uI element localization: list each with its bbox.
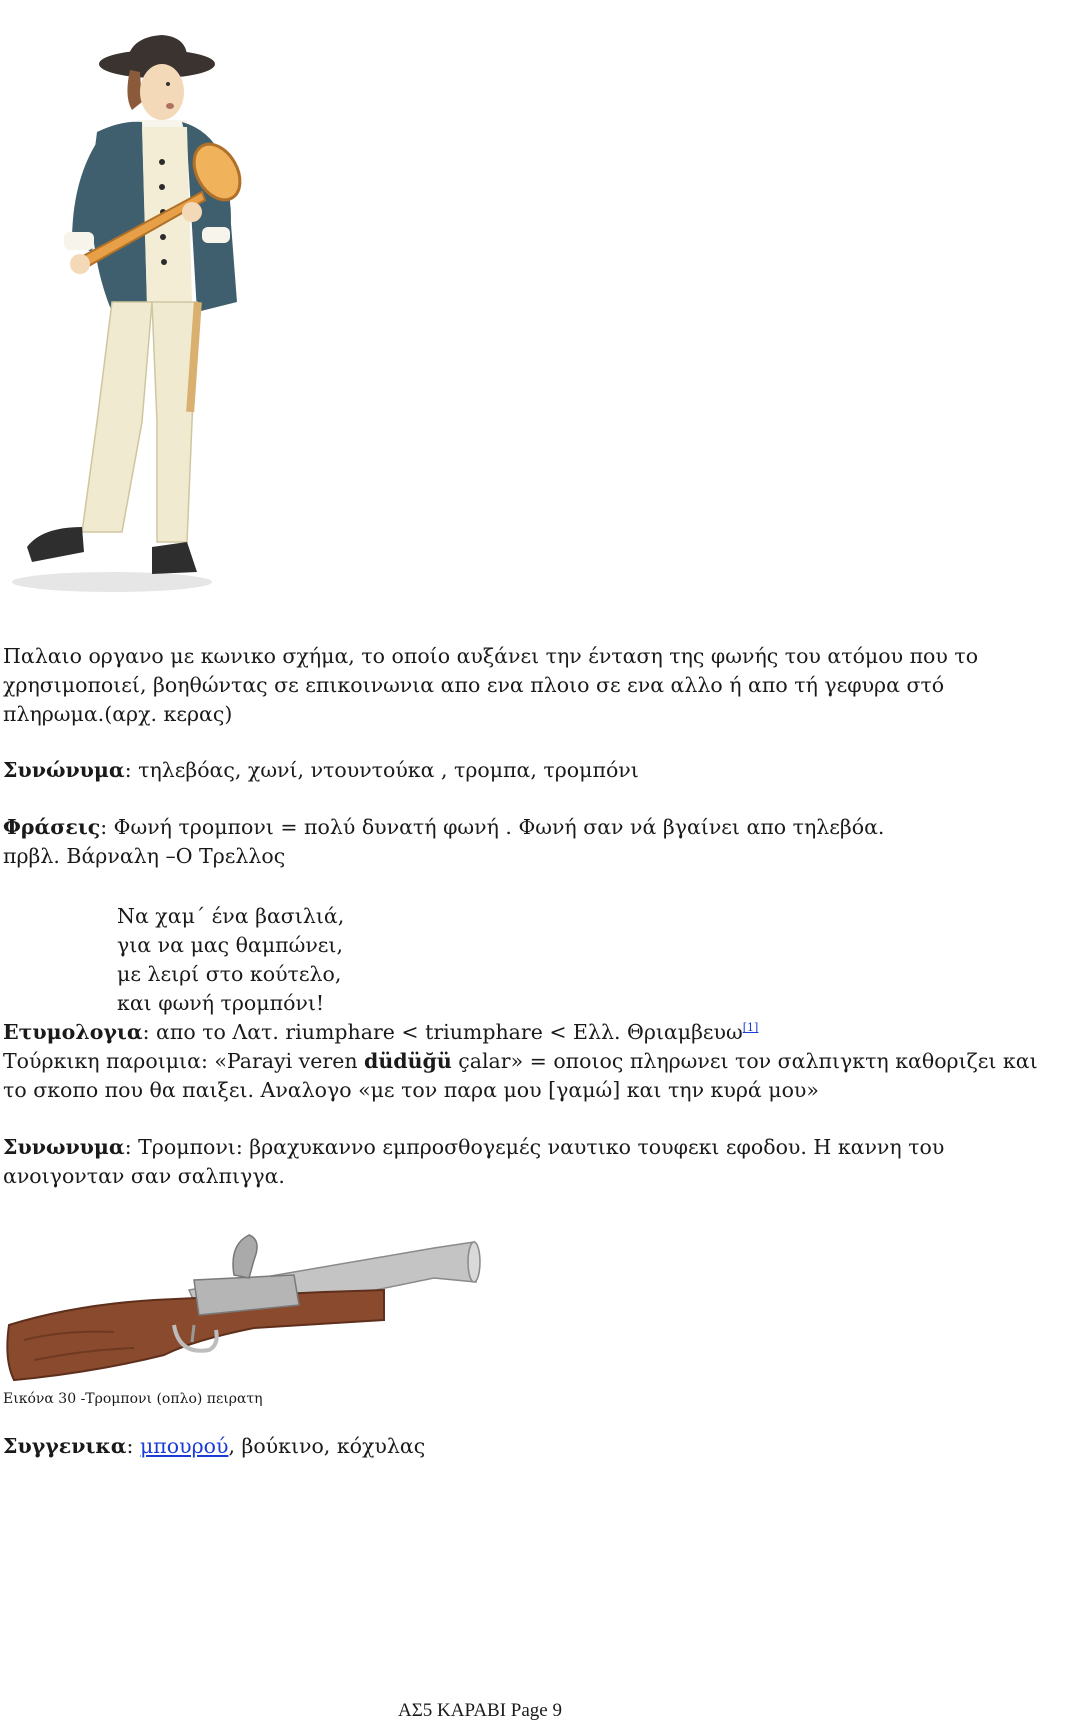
related-rest: , βούκινο, κόχυλας <box>228 1434 426 1458</box>
proverb-bold-word: düdüğü <box>364 1049 452 1073</box>
definition-line-3: πληρωμα.(αρχ. κερας) <box>3 702 233 726</box>
footnote-link[interactable]: [1] <box>742 1021 759 1035</box>
synonym2-text: : Τρομπονι: βραχυκαννο εμπροσθογεμές ναυτικο τουφεκι εφοδου. Η καννη του <box>124 1135 945 1159</box>
gun-caption: Εικόνα 30 -Τρομπονι (οπλο) πειρατη <box>3 1391 263 1407</box>
synonyms-label: Συνώνυμα <box>3 758 125 782</box>
phrases-text: : Φωνή τρομπονι = πολύ δυνατή φωνή . Φωνή σαν νά βγαίνει απο τηλεβόα. <box>100 815 885 839</box>
poem-line: Να χαμ΄ ένα βασιλιά, <box>117 904 345 928</box>
page-footer: ΑΣ5 ΚΑΡΑΒΙ Page 9 <box>398 1700 562 1721</box>
etymology-label: Ετυμολογια <box>3 1020 143 1044</box>
synonyms-paragraph <box>3 756 953 785</box>
reference-line: πρβλ. Βάρναλη –Ο Τρελλος <box>3 844 286 868</box>
etymology-paragraph <box>3 1018 953 1047</box>
poem-line: για να μας θαμπώνει, <box>117 933 343 957</box>
definition-line-1: Παλαιο οργανο με κωνικο σχήμα, το οποίο αυξάνει την ένταση της φωνής του ατόμου που το <box>3 644 979 668</box>
synonym2-paragraph <box>3 1133 953 1162</box>
synonym2-line-2: ανοιγονταν σαν σαλπιγγα. <box>3 1164 285 1188</box>
synonyms-text: : τηλεβόας, χωνί, ντουντούκα , τρομπα, τρομπόνι <box>124 758 639 782</box>
definition-line-2: χρησιμοποιεί, βοηθώντας σε επικοινωνια απο ενα πλοιο σε ενα αλλο ή απο τή γεφυρα στό <box>3 673 945 697</box>
poem-line: με λειρί στο κούτελο, <box>117 962 342 986</box>
poem-line: και φωνή τρομπόνι! <box>117 991 325 1015</box>
related-label: Συγγενικα <box>3 1434 127 1458</box>
proverb-text-b: çalar» = οποιος πληρωνει τον σαλπιγκτη καθοριζει και <box>451 1049 1038 1073</box>
blunderbuss-illustration <box>4 1220 480 1390</box>
phrases-label: Φράσεις <box>3 815 101 839</box>
related-link-mpourou[interactable]: μπουρού <box>139 1434 229 1458</box>
proverb-text-a: Τούρκικη παροιμια: «Parayi veren <box>3 1049 365 1073</box>
synonym2-label: Συνωνυμα <box>3 1135 125 1159</box>
proverb-line-1 <box>3 1047 1038 1076</box>
phrases-paragraph <box>3 813 953 842</box>
sailor-with-trumpet-illustration <box>2 2 264 614</box>
etymology-text: : απο το Λατ. riumphare < triumphare < Ελλ. Θριαμβευω <box>142 1020 743 1044</box>
proverb-line-2: το σκοπο που θα παιξει. Αναλογο «με τον παρα μου [γαμώ] και την κυρά μου» <box>3 1078 819 1102</box>
related-separator: : <box>126 1434 140 1458</box>
related-paragraph <box>3 1432 953 1461</box>
